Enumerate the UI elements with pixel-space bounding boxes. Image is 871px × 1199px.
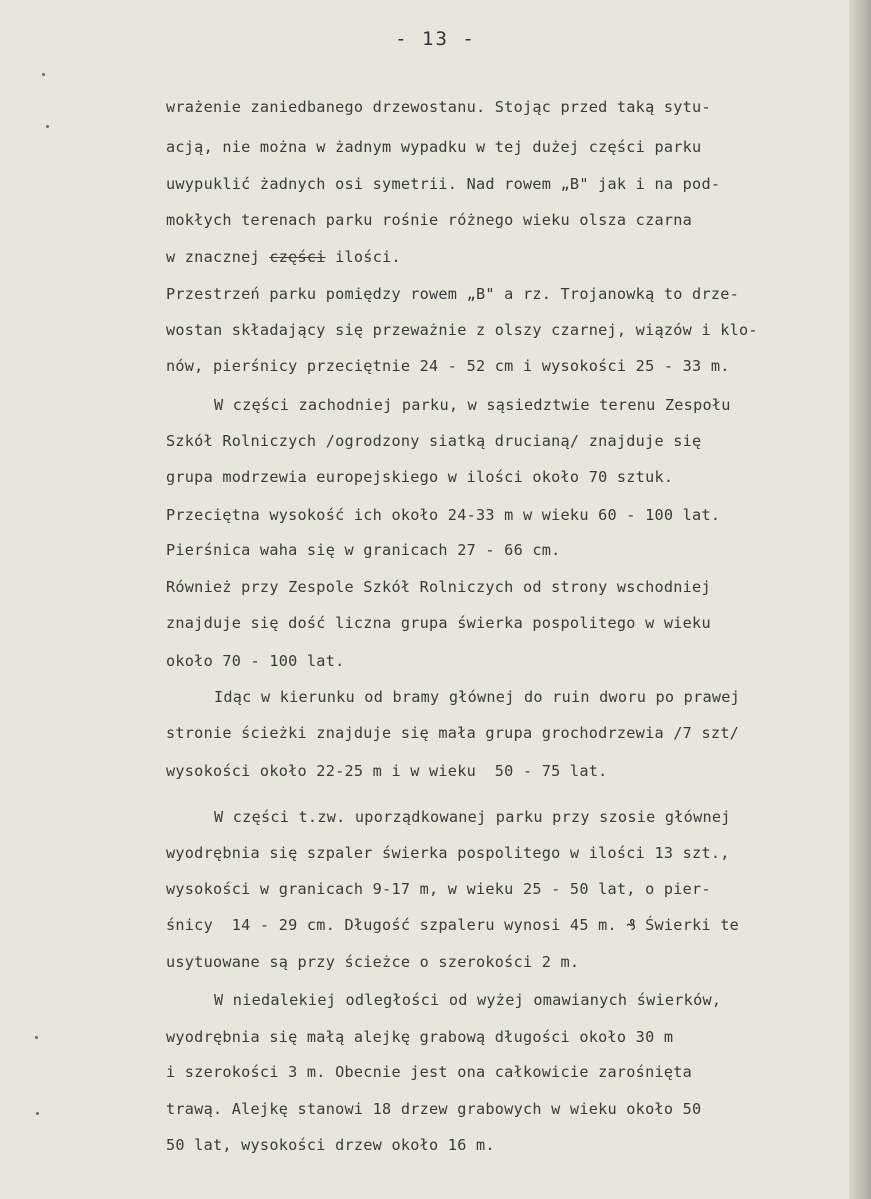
text-line <box>166 915 739 935</box>
text-line: Przestrzeń parku pomiędzy rowem „B" a rz. Trojanowką to drze- <box>166 285 740 303</box>
text-line: Przeciętna wysokość ich około 24-33 m w wieku 60 - 100 lat. <box>166 506 721 524</box>
text-line: wostan składający się przeważnie z olszy czarnej, wiązów i klo- <box>166 321 758 339</box>
text-line: 50 lat, wysokości drzew około 16 m. <box>166 1136 495 1154</box>
text-line: trawą. Alejkę stanowi 18 drzew grabowych w wieku około 50 <box>166 1100 702 1118</box>
text-line: wyodrębnia się małą alejkę grabową długości około 30 m <box>166 1028 674 1046</box>
text-line: Idąc w kierunku od bramy głównej do ruin dworu po prawej <box>214 688 741 706</box>
text-line: i szerokości 3 m. Obecnie jest ona całkowicie zarośnięta <box>166 1063 693 1081</box>
text-line: uwypuklić żadnych osi symetrii. Nad rowem „B" jak i na pod- <box>166 175 721 193</box>
text-fragment: w znacznej <box>166 248 260 266</box>
punch-hole-mark <box>46 125 49 128</box>
text-line: wysokości około 22-25 m i w wieku 50 - 75 lat. <box>166 762 608 780</box>
text-line: grupa modrzewia europejskiego w ilości około 70 sztuk. <box>166 468 674 486</box>
overtyped-mark: ₰ <box>626 916 636 934</box>
text-fragment: śnicy 14 - 29 cm. Długość szpaleru wynosi 45 m. <box>166 916 617 934</box>
text-line: W niedalekiej odległości od wyżej omawianych świerków, <box>214 991 722 1009</box>
text-line: Pierśnica waha się w granicach 27 - 66 cm. <box>166 541 561 559</box>
text-line: wysokości w granicach 9-17 m, w wieku 25 - 50 lat, o pier- <box>166 880 711 898</box>
text-line: mokłych terenach parku rośnie różnego wieku olsza czarna <box>166 211 693 229</box>
text-line: około 70 - 100 lat. <box>166 652 345 670</box>
text-line: usytuowane są przy ścieżce o szerokości 2 m. <box>166 953 580 971</box>
text-fragment: ilości. <box>335 248 401 266</box>
text-line <box>166 247 401 267</box>
page-edge-shadow <box>849 0 871 1199</box>
text-line: nów, pierśnicy przeciętnie 24 - 52 cm i wysokości 25 - 33 m. <box>166 357 730 375</box>
text-line: znajduje się dość liczna grupa świerka pospolitego w wieku <box>166 614 711 632</box>
text-line: wrażenie zaniedbanego drzewostanu. Stojąc przed taką sytu- <box>166 98 711 116</box>
text-line: Szkół Rolniczych /ogrodzony siatką drucianą/ znajduje się <box>166 432 702 450</box>
text-line: W części zachodniej parku, w sąsiedztwie terenu Zespołu <box>214 396 731 414</box>
text-line: stronie ścieżki znajduje się mała grupa grochodrzewia /7 szt/ <box>166 724 740 742</box>
struck-out-word: części <box>269 248 326 266</box>
text-line: acją, nie można w żadnym wypadku w tej dużej części parku <box>166 138 702 156</box>
text-line: wyodrębnia się szpaler świerka pospolitego w ilości 13 szt., <box>166 844 730 862</box>
punch-hole-mark <box>42 73 45 76</box>
punch-hole-mark <box>35 1036 38 1039</box>
text-line: Również przy Zespole Szkół Rolniczych od strony wschodniej <box>166 578 711 596</box>
text-line: W części t.zw. uporządkowanej parku przy szosie głównej <box>214 808 731 826</box>
punch-hole-mark <box>36 1112 39 1115</box>
page-number: - 13 - <box>395 28 476 50</box>
text-fragment: Świerki te <box>645 916 740 934</box>
